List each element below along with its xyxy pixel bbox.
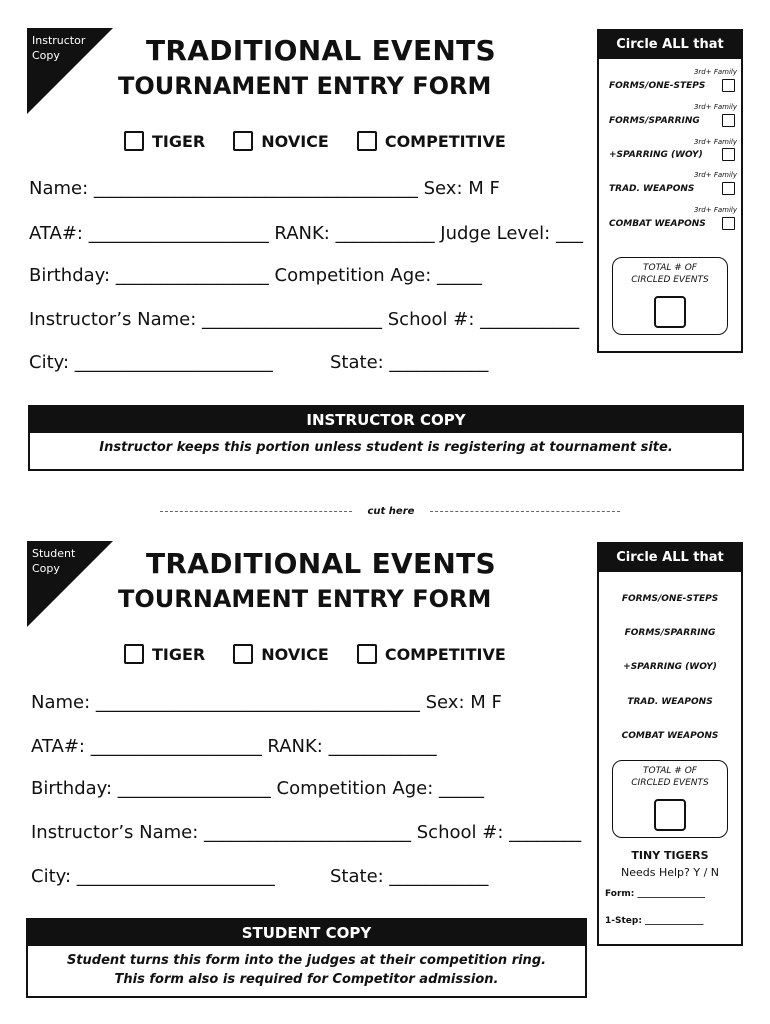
- panel-header: Circle ALL that Apply: [599, 544, 741, 572]
- total-count-input[interactable]: [654, 296, 686, 328]
- cut-line: [160, 506, 620, 517]
- form-title-line2: TOURNAMENT ENTRY FORM: [118, 72, 492, 100]
- instructor-copy-bar: [28, 405, 744, 471]
- checkbox-icon[interactable]: [722, 182, 735, 195]
- checkbox-icon[interactable]: [233, 131, 253, 151]
- division-competitive[interactable]: COMPETITIVE: [357, 644, 506, 664]
- division-tiger[interactable]: TIGER: [124, 131, 205, 151]
- instructor-name-field[interactable]: Instructor’s Name: ____________________ School #: ___________: [29, 309, 580, 330]
- checkbox-icon[interactable]: [722, 217, 735, 230]
- checkbox-icon[interactable]: [722, 79, 735, 92]
- state-field[interactable]: State: ___________: [330, 352, 489, 373]
- event-trad-weapons: TRAD. WEAPONS: [609, 184, 695, 194]
- total-events-box: TOTAL # OF CIRCLED EVENTS: [612, 760, 728, 838]
- needs-help-field[interactable]: Needs Help? Y / N: [620, 866, 720, 879]
- event-trad-weapons: TRAD. WEAPONS: [627, 697, 713, 707]
- family-label: 3rd+ Family: [693, 138, 737, 146]
- cut-label: cut here: [367, 506, 415, 517]
- tiny-tigers-title: TINY TIGERS: [631, 849, 709, 862]
- student-copy-bar: [26, 918, 587, 998]
- birthday-field[interactable]: Birthday: _________________ Competition Age: _____: [31, 778, 484, 799]
- event-forms-sparring: FORMS/SPARRING: [624, 628, 716, 638]
- copy-header: INSTRUCTOR COPY: [30, 407, 742, 433]
- event-forms-sparring: FORMS/SPARRING: [609, 116, 700, 126]
- student-corner-label: Student Copy: [32, 547, 76, 575]
- checkbox-icon[interactable]: [357, 644, 377, 664]
- event-combat-weapons: COMBAT WEAPONS: [609, 219, 706, 229]
- division-novice[interactable]: NOVICE: [233, 131, 329, 151]
- state-field[interactable]: State: ___________: [330, 866, 489, 887]
- total-count-input[interactable]: [654, 799, 686, 831]
- panel-header: Circle ALL that Apply: [599, 31, 741, 59]
- checkbox-icon[interactable]: [124, 644, 144, 664]
- city-field[interactable]: City: ______________________: [29, 352, 273, 373]
- checkbox-icon[interactable]: [357, 131, 377, 151]
- checkbox-icon[interactable]: [124, 131, 144, 151]
- birthday-field[interactable]: Birthday: _________________ Competition Age: _____: [29, 265, 482, 286]
- division-checkboxes: [124, 131, 534, 151]
- events-panel: [597, 542, 743, 946]
- instructor-corner-label: Instructor Copy: [32, 34, 86, 62]
- checkbox-icon[interactable]: [233, 644, 253, 664]
- name-field[interactable]: Name: ____________________________________ Sex: M F: [29, 178, 500, 199]
- division-checkboxes: [124, 644, 534, 664]
- family-label: 3rd+ Family: [693, 206, 737, 214]
- division-competitive[interactable]: COMPETITIVE: [357, 131, 506, 151]
- family-label: 3rd+ Family: [693, 68, 737, 76]
- form-title-line1: TRADITIONAL EVENTS: [146, 547, 497, 580]
- events-panel: [597, 29, 743, 353]
- form-field[interactable]: Form: _______________: [605, 889, 706, 899]
- checkbox-icon[interactable]: [722, 114, 735, 127]
- form-title-line2: TOURNAMENT ENTRY FORM: [118, 585, 492, 613]
- family-label: 3rd+ Family: [693, 103, 737, 111]
- copy-instructions: Instructor keeps this portion unless student is registering at tournament site.: [99, 440, 673, 455]
- family-label: 3rd+ Family: [693, 171, 737, 179]
- copy-instructions: Student turns this form into the judges at their competition ring. This form also is required for Competitor admission.: [66, 953, 547, 987]
- event-sparring-woy: +SPARRING (WOY): [609, 150, 703, 160]
- total-events-box: TOTAL # OF CIRCLED EVENTS: [612, 257, 728, 335]
- event-forms-onesteps: FORMS/ONE-STEPS: [609, 81, 706, 91]
- ata-field[interactable]: ATA#: ____________________ RANK: ___________ Judge Level: ___: [29, 223, 583, 244]
- onestep-field[interactable]: 1-Step: _____________: [605, 916, 704, 926]
- name-field[interactable]: Name: ____________________________________ Sex: M F: [31, 692, 502, 713]
- division-novice[interactable]: NOVICE: [233, 644, 329, 664]
- event-sparring-woy: +SPARRING (WOY): [623, 662, 717, 672]
- city-field[interactable]: City: ______________________: [31, 866, 275, 887]
- event-forms-onesteps: FORMS/ONE-STEPS: [621, 594, 719, 604]
- instructor-name-field[interactable]: Instructor’s Name: _______________________ School #: ________: [31, 822, 582, 843]
- ata-field[interactable]: ATA#: ___________________ RANK: ____________: [31, 736, 437, 757]
- division-tiger[interactable]: TIGER: [124, 644, 205, 664]
- form-title-line1: TRADITIONAL EVENTS: [146, 34, 497, 67]
- checkbox-icon[interactable]: [722, 148, 735, 161]
- dashed-line: [430, 511, 620, 512]
- event-combat-weapons: COMBAT WEAPONS: [621, 731, 719, 741]
- copy-header: STUDENT COPY: [28, 920, 585, 946]
- dashed-line: [160, 511, 352, 512]
